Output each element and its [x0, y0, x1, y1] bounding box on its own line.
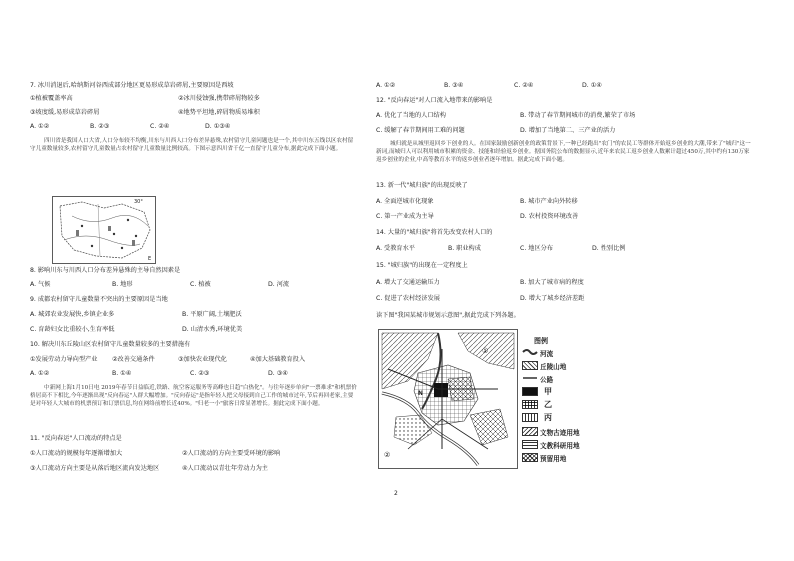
q10-opt-1: ①发展劳动力导向型产业 — [30, 356, 98, 363]
q11-opt-4: ④人口流动以青壮年劳动力为主 — [182, 465, 268, 472]
sichuan-map — [52, 196, 156, 264]
passage-spring-festival: 中新网上海1月10日电 2019年春节日益临近,铁路、航空客运服务等高峰也日趋"白热化"。与往年逐步单向"一票难求"和机票价格居高不下相比,今年逐渐出现"反向春运"人群大幅增加。"反向春运"是指年轻人把父母接到自己工作的城市过年,节后再回老家,主要是对年轻人大城市的机票预订和订票信息,均在网络前增长近40%。"归老一小"旅客日常显著增长。据此完成下面小题。 — [30, 385, 357, 407]
legend-road-icon — [522, 374, 538, 382]
q10-opt-4: ④加大基础教育投入 — [250, 356, 306, 363]
q8-stem: 8. 影响川东与川西人口分布差异悬殊的主导自然因素是 — [30, 267, 181, 274]
map2-label-1: ① — [482, 347, 489, 355]
map2-legend — [522, 332, 592, 470]
q11-opt-1: ①人口流动的规模每年逐渐增加大 — [30, 450, 123, 457]
legend-heritage-icon — [522, 427, 538, 436]
q14-choice-d[interactable]: D. 性别比例 — [592, 245, 626, 252]
q9-stem: 9. 成都农村留守儿童数量不突出的主要原因是当地 — [30, 296, 168, 303]
legend-education-icon — [522, 440, 538, 449]
q11-stem: 11. "反向春运"人口流动的特点是 — [30, 435, 122, 442]
q11-choice-b[interactable]: B. ③④ — [444, 82, 464, 89]
q7-opt-1: ①植被覆盖率高 — [30, 95, 73, 102]
legend-yi-icon — [522, 400, 538, 409]
q11-choice-c[interactable]: C. ②④ — [514, 82, 534, 89]
q15-choice-a[interactable]: A. 增大了交通运输压力 — [376, 279, 440, 286]
q11-choice-a[interactable]: A. ①② — [376, 82, 396, 89]
q7-choice-b[interactable]: B. ②③ — [90, 123, 110, 130]
legend-river: 河流 — [540, 350, 554, 358]
q7-opt-3: ③坡度缓,易形成草岩碎屑 — [30, 109, 100, 116]
q7-choice-a[interactable]: A. ①② — [30, 123, 50, 130]
q8-choice-a[interactable]: A. 气候 — [30, 281, 51, 288]
legend-heritage: 文物古迹用地 — [540, 429, 580, 437]
q14-choice-c[interactable]: C. 地区分布 — [520, 245, 554, 252]
q13-choice-b[interactable]: B. 城市产业向外转移 — [520, 198, 578, 205]
legend-title: 图例 — [534, 337, 548, 345]
q7-opt-2: ②冰川侵蚀强,携带碎屑物较多 — [178, 95, 260, 102]
legend-education: 文教科研用地 — [540, 442, 580, 450]
q10-opt-3: ③加快农业现代化 — [178, 356, 227, 363]
legend-reserved-icon — [522, 453, 538, 462]
q8-choice-c[interactable]: C. 植被 — [190, 281, 211, 288]
q15-choice-b[interactable]: B. 加大了城市病的程度 — [520, 279, 584, 286]
legend-road: 公路 — [540, 376, 554, 384]
map2-intro: 读下图"我国某城市规划示意图",据此完成下列各题。 — [376, 312, 520, 319]
q14-stem: 14. 大量的"城归族"将首先改变农村人口的 — [376, 229, 493, 236]
map2-label-2: ② — [384, 451, 391, 459]
q7-stem: 7. 冰川消退后,哈纳斯河谷西成部分地区更易形成草岩碎屑,主要原因是西坡 — [30, 82, 234, 89]
q9-choice-c[interactable]: C. 育龄妇女比重较小,生育率低 — [30, 326, 115, 333]
q11-opt-2: ②人口流动的方向主要受环境的影响 — [182, 450, 281, 457]
q10-choice-b[interactable]: B. ①④ — [112, 370, 132, 377]
page-number: 2 — [394, 490, 398, 497]
q12-choice-b[interactable]: B. 带动了春节期间城市的消费,繁荣了市场 — [520, 112, 636, 119]
q10-choice-a[interactable]: A. ①② — [30, 370, 50, 377]
legend-jia: 甲 — [544, 387, 552, 396]
legend-bing: 丙 — [544, 413, 552, 422]
q10-choice-c[interactable]: C. ②③ — [190, 370, 210, 377]
q14-choice-a[interactable]: A. 受教育水平 — [376, 245, 415, 252]
q13-choice-c[interactable]: C. 第一产业成为主导 — [376, 213, 434, 220]
q7-opt-4: ④地势平坦地,碎屑物质易堆积 — [178, 109, 260, 116]
city-planning-map — [378, 329, 518, 469]
q15-choice-d[interactable]: D. 增大了城乡经济差距 — [520, 295, 585, 302]
legend-hill: 丘陵山地 — [540, 363, 567, 371]
q12-choice-c[interactable]: C. 缓解了春节期间用工难的问题 — [376, 127, 465, 134]
q14-choice-b[interactable]: B. 职业构成 — [448, 245, 481, 252]
map1-lat-label: 30° — [134, 199, 143, 205]
map2-label-n: N — [418, 390, 424, 397]
legend-yi: 乙 — [544, 400, 552, 409]
q7-choice-d[interactable]: D. ①③④ — [205, 123, 231, 130]
q8-choice-b[interactable]: B. 地形 — [112, 281, 133, 288]
q9-choice-d[interactable]: D. 山清水秀,环境优美 — [182, 326, 243, 333]
q12-stem: 12. "反向春运"对人口流入地带来的影响是 — [376, 97, 493, 104]
q11-choice-d[interactable]: D. ①④ — [582, 82, 602, 89]
q15-stem: 15. "城归族"的出现在一定程度上 — [376, 262, 468, 269]
legend-river-icon — [522, 348, 538, 356]
q8-choice-d[interactable]: D. 河流 — [268, 281, 290, 288]
q11-opt-3: ③人口流动方向主要是从落后地区流向发达地区 — [30, 465, 160, 472]
q13-choice-d[interactable]: D. 农村投资环境改善 — [520, 213, 579, 220]
passage-urban-returnees: 城归就是从城里返回乡下创业的人。在国家鼓励创新创业的政策背景下,一种已经跑出"农门"的农民工等群体开始返乡创业的大潮,带来了"城归"这一新词,而城归人可以利用城市积累的资金、技能和经验返乡创业。据国务院公布的数据显示,近年来农民工返乡创业人数累计超过450万,其中约有130万家返乡创业的企业,中高等教育水平的返乡创业者逐年增加。据此完成下面小题。 — [376, 141, 751, 163]
passage-sichuan: 四川省是我国人口大省,人口分布较不均衡,川东与川西人口分布差异悬殊,农村留守儿童问题也是一个,其中川东五线以区农村留守儿童数量较多,农村留守儿童数量占农村留守儿童数量比例较高。下图示意四川省千亿一直留守儿童分布,据此完成下面小题。 — [30, 138, 354, 152]
legend-hill-icon — [522, 361, 538, 370]
q9-choice-b[interactable]: B. 平原广阔,土壤肥沃 — [182, 311, 242, 318]
q9-choice-a[interactable]: A. 城郊农业发展快,乡镇企业多 — [30, 311, 115, 318]
q12-choice-a[interactable]: A. 优化了当地的人口结构 — [376, 112, 446, 119]
q7-choice-c[interactable]: C. ②④ — [150, 123, 170, 130]
q12-choice-d[interactable]: D. 增加了当地第二、三产业的活力 — [520, 127, 616, 134]
legend-reserved: 预留用地 — [540, 455, 567, 463]
q13-stem: 13. 新一代"城归族"的出现反映了 — [376, 182, 468, 189]
q13-choice-a[interactable]: A. 全面逆城市化现象 — [376, 198, 434, 205]
q10-stem: 10. 解决川东丘陵山区农村留守儿童数量较多的主要措施有 — [30, 341, 191, 348]
q10-choice-d[interactable]: D. ③④ — [268, 370, 288, 377]
map1-east-label: E — [148, 256, 152, 262]
q15-choice-c[interactable]: C. 促进了农村经济发展 — [376, 295, 440, 302]
q10-opt-2: ②改善交通条件 — [112, 356, 155, 363]
legend-bing-icon — [522, 413, 538, 422]
legend-jia-icon — [522, 387, 538, 396]
